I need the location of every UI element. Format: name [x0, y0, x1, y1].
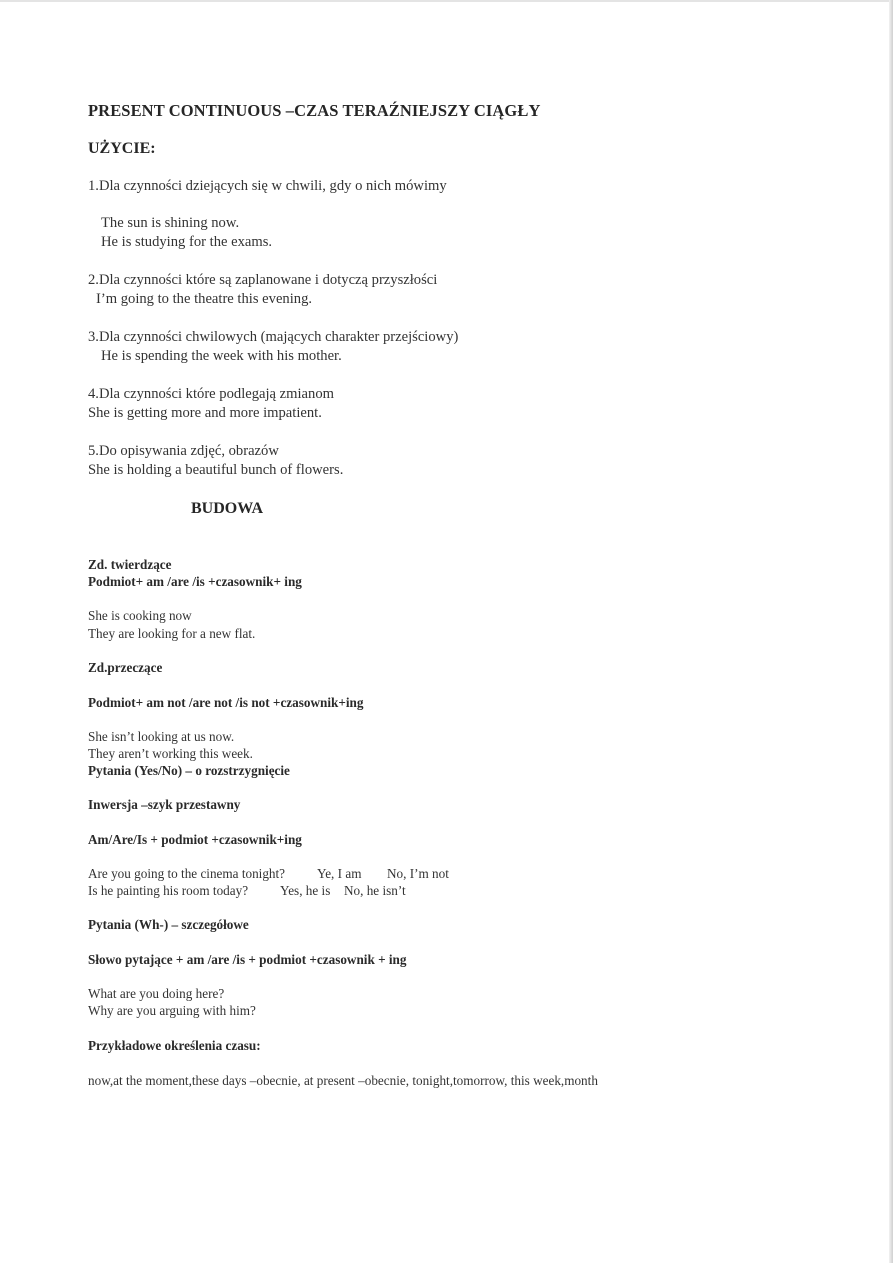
negative-example-2: They aren’t working this week. — [88, 746, 253, 761]
affirmative-formula: Podmiot+ am /are /is +czasownik+ ing — [88, 574, 302, 589]
scan-right-edge — [889, 0, 893, 1263]
usage-example-5a: She is holding a beautiful bunch of flowers. — [88, 462, 344, 478]
usage-example-1b: He is studying for the exams. — [101, 234, 273, 250]
yes-no-formula: Am/Are/Is + podmiot +czasownik+ing — [88, 832, 302, 847]
usage-rule-5: 5.Do opisywania zdjęć, obrazów — [88, 443, 279, 459]
negative-label: Zd.przeczące — [88, 660, 163, 675]
yes-no-questions-label: Pytania (Yes/No) – o rozstrzygnięcie — [88, 763, 290, 778]
usage-rule-3: 3.Dla czynności chwilowych (mających charakter przejściowy) — [88, 329, 459, 345]
usage-rule-4: 4.Dla czynności które podlegają zmianom — [88, 386, 334, 402]
wh-example-1: What are you doing here? — [88, 986, 225, 1001]
scan-top-edge — [0, 0, 893, 2]
yes-no-answer-1-no: No, I’m not — [387, 866, 449, 881]
negative-formula: Podmiot+ am not /are not /is not +czasownik+ing — [88, 695, 364, 710]
structure-heading: BUDOWA — [191, 500, 264, 517]
yes-no-question-1: Are you going to the cinema tonight? — [88, 866, 286, 881]
affirmative-example-2: They are looking for a new flat. — [88, 626, 256, 641]
usage-example-3a: He is spending the week with his mother. — [101, 348, 342, 364]
wh-example-2: Why are you arguing with him? — [88, 1003, 256, 1018]
negative-example-1: She isn’t looking at us now. — [88, 729, 235, 744]
affirmative-label: Zd. twierdzące — [88, 557, 172, 572]
page-title: PRESENT CONTINUOUS –CZAS TERAŹNIEJSZY CIĄGŁY — [88, 101, 541, 120]
usage-example-4a: She is getting more and more impatient. — [88, 405, 322, 421]
affirmative-example-1: She is cooking now — [88, 608, 192, 623]
usage-rule-1: 1.Dla czynności dziejących się w chwili, gdy o nich mówimy — [88, 178, 447, 194]
usage-rule-2: 2.Dla czynności które są zaplanowane i dotyczą przyszłości — [88, 272, 438, 288]
time-expressions-label: Przykładowe określenia czasu: — [88, 1038, 261, 1053]
wh-formula: Słowo pytające + am /are /is + podmiot +czasownik + ing — [88, 952, 407, 967]
usage-heading: UŻYCIE: — [88, 140, 156, 157]
yes-no-answer-1-yes: Ye, I am — [317, 866, 362, 881]
wh-questions-label: Pytania (Wh-) – szczegółowe — [88, 917, 249, 932]
usage-example-2a: I’m going to the theatre this evening. — [96, 291, 313, 307]
yes-no-answer-2-no: No, he isn’t — [344, 883, 406, 898]
usage-example-1a: The sun is shining now. — [101, 215, 240, 231]
inversion-label: Inwersja –szyk przestawny — [88, 797, 241, 812]
yes-no-question-2: Is he painting his room today? — [88, 883, 249, 898]
yes-no-answer-2-yes: Yes, he is — [280, 883, 331, 898]
time-expressions-text: now,at the moment,these days –obecnie, at present –obecnie, tonight,tomorrow, this week,month — [88, 1073, 598, 1088]
